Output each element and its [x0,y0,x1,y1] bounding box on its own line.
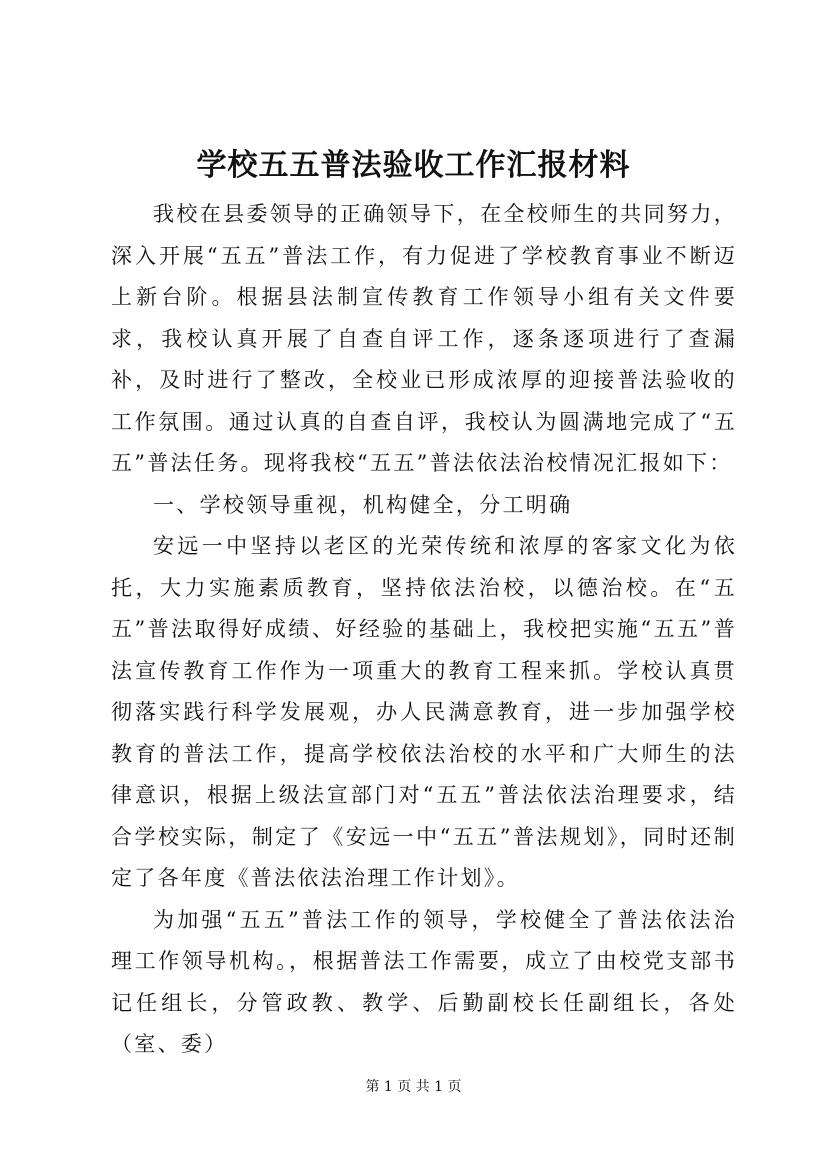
paragraph-leadership: 为加强“五五”普法工作的领导，学校健全了普法依法治理工作领导机构。，根据普法工作需要，成立了由校党支部书记任组长，分管政教、教学、后勤副校长任副组长，各处（室、委） [111,907,737,1056]
document-title: 学校五五普法验收工作汇报材料 [196,148,631,183]
paragraph-intro: 我校在县委领导的正确领导下，在全校师生的共同努力，深入开展“五五”普法工作，有力促进了学校教育事业不断迈上新台阶。根据县法制宣传教育工作领导小组有关文件要求，我校认真开展了自查自评工作，逐条逐项进行了查漏补，及时进行了整改，全校业已形成浓厚的迎接普法验收的工作氛围。通过认真的自查自评，我校认为圆满地完成了“五五”普法任务。现将我校“五五”普法依法治校情况汇报如下： [111,202,737,475]
document-body [111,194,737,1066]
page-footer: 第 1 页 共 1 页 [365,1079,462,1095]
paragraph-section-1: 安远一中坚持以老区的光荣传统和浓厚的客家文化为依托，大力实施素质教育，坚持依法治校，以德治校。在“五五”普法取得好成绩、好经验的基础上，我校把实施“五五”普法宣传教育工作作为一项重大的教育工程来抓。学校认真贯彻落实践行科学发展观，办人民满意教育，进一步加强学校教育的普法工作，提高学校依法治校的水平和广大师生的法律意识，根据上级法宣部门对“五五”普法依法治理要求，结合学校实际，制定了《安远一中“五五”普法规划》，同时还制定了各年度《普法依法治理工作计划》。 [111,534,737,890]
section-heading-1: 一、学校领导重视，机构健全，分工明确 [153,492,573,517]
